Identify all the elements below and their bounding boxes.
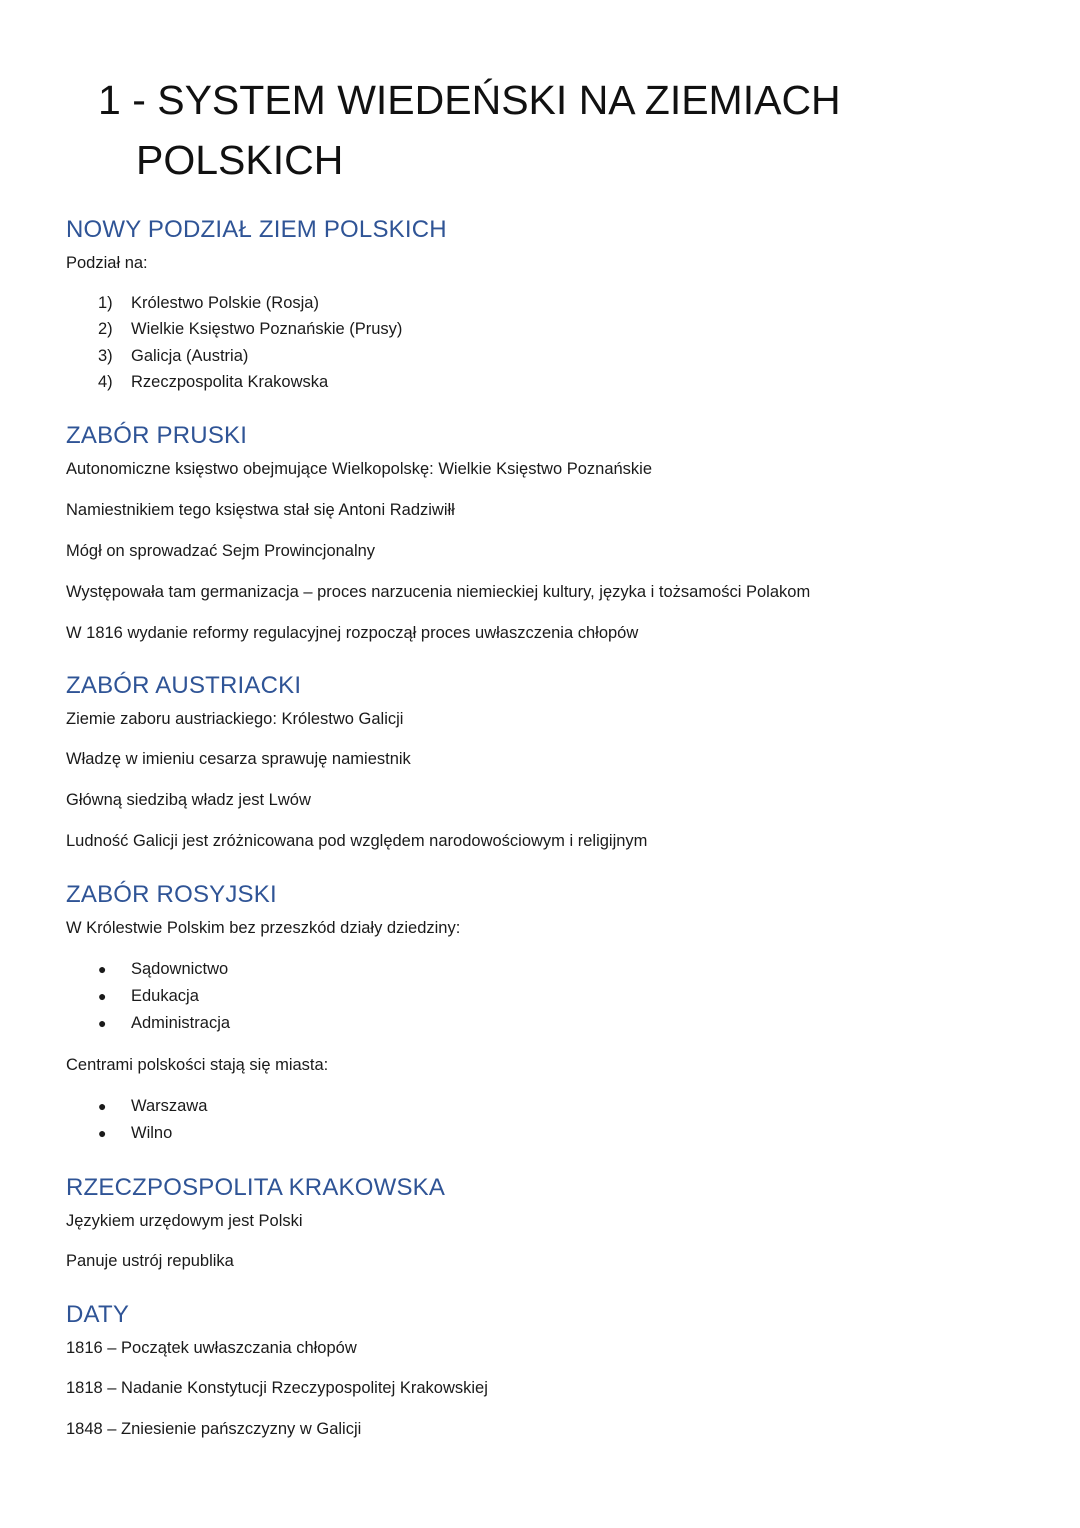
heading-daty: DATY [66, 1301, 130, 1328]
paragraph: Główną siedzibą władz jest Lwów [66, 791, 311, 809]
heading-rzeczpospolita-krakowska: RZECZPOSPOLITA KRAKOWSKA [66, 1174, 446, 1201]
bullet-item: ● Edukacja [98, 987, 199, 1005]
paragraph: Władzę w imieniu cesarza sprawuję namiestnik [66, 750, 411, 768]
list-item: 3) Galicja (Austria) [98, 347, 249, 365]
rosyjski-intro-1: W Królestwie Polskim bez przeszkód działy dziedziny: [66, 919, 461, 937]
bullet-icon: ● [98, 1098, 107, 1114]
title-line-1: 1 - SYSTEM WIEDEŃSKI NA ZIEMIACH [98, 77, 841, 123]
heading-zabor-austriacki: ZABÓR AUSTRIACKI [66, 672, 302, 699]
paragraph: Autonomiczne księstwo obejmujące Wielkopolskę: Wielkie Księstwo Poznańskie [66, 460, 653, 478]
title-line-2: POLSKICH [136, 137, 344, 183]
paragraph: Namiestnikiem tego księstwa stał się Antoni Radziwiłł [66, 501, 455, 519]
paragraph: Mógł on sprowadzać Sejm Prowincjonalny [66, 542, 376, 560]
date-entry: 1818 – Nadanie Konstytucji Rzeczypospolitej Krakowskiej [66, 1379, 488, 1397]
heading-nowy-podzial: NOWY PODZIAŁ ZIEM POLSKICH [66, 216, 447, 243]
paragraph: Panuje ustrój republika [66, 1252, 234, 1270]
paragraph: Językiem urzędowym jest Polski [66, 1212, 303, 1230]
paragraph: Ziemie zaboru austriackiego: Królestwo Galicji [66, 710, 404, 728]
bullet-item: ● Sądownictwo [98, 960, 229, 978]
paragraph: Ludność Galicji jest zróżnicowana pod względem narodowościowym i religijnym [66, 832, 648, 850]
bullet-item: ● Administracja [98, 1014, 231, 1032]
bullet-icon: ● [98, 961, 107, 977]
heading-zabor-rosyjski: ZABÓR ROSYJSKI [66, 881, 277, 908]
bullet-icon: ● [98, 1015, 107, 1031]
date-entry: 1816 – Początek uwłaszczania chłopów [66, 1339, 357, 1357]
bullet-item: ● Wilno [98, 1124, 173, 1142]
date-entry: 1848 – Zniesienie pańszczyzny w Galicji [66, 1420, 362, 1438]
bullet-item: ● Warszawa [98, 1097, 208, 1115]
list-item: 2) Wielkie Księstwo Poznańskie (Prusy) [98, 320, 403, 338]
rosyjski-intro-2: Centrami polskości stają się miasta: [66, 1056, 329, 1074]
bullet-icon: ● [98, 1125, 107, 1141]
document-title [98, 70, 998, 190]
bullet-icon: ● [98, 988, 107, 1004]
paragraph: W 1816 wydanie reformy regulacyjnej rozpoczął proces uwłaszczenia chłopów [66, 624, 639, 642]
list-item: 1) Królestwo Polskie (Rosja) [98, 294, 319, 312]
list-item: 4) Rzeczpospolita Krakowska [98, 373, 329, 391]
podzial-intro: Podział na: [66, 254, 148, 272]
heading-zabor-pruski: ZABÓR PRUSKI [66, 422, 248, 449]
paragraph: Występowała tam germanizacja – proces narzucenia niemieckiej kultury, języka i tożsamości Polakom [66, 583, 811, 601]
